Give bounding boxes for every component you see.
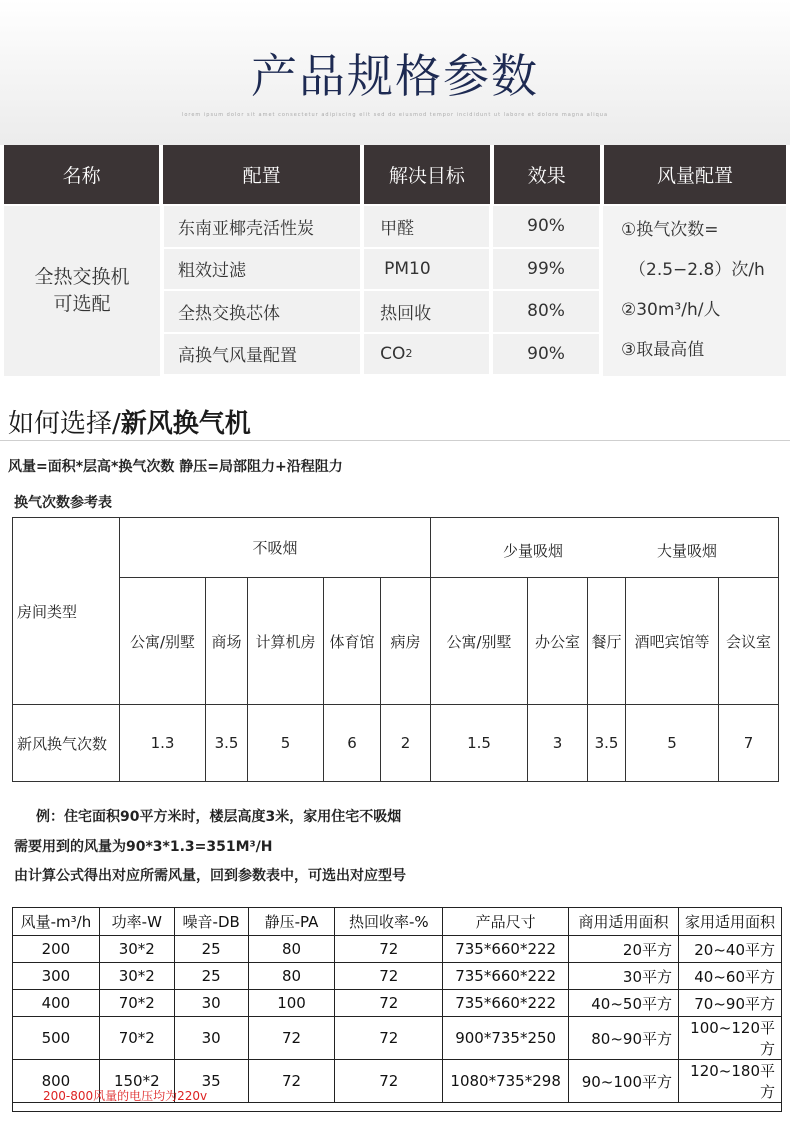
spec-header-row [4, 145, 786, 204]
cell: 30*2 [99, 963, 174, 990]
model-header: 产品尺寸 [443, 908, 569, 936]
room-name: 公寓/别墅 [120, 578, 206, 705]
spec-target-subscript: 2 [405, 347, 413, 361]
cell: 72 [335, 1060, 443, 1103]
spec-config: 全热交换芯体 [164, 291, 360, 332]
room-name: 办公室 [528, 578, 588, 705]
cell: 70*2 [99, 1017, 174, 1060]
cell: 30 [174, 1017, 248, 1060]
rate-value: 5 [248, 705, 324, 782]
rate-value: 1.3 [120, 705, 206, 782]
cell: 735*660*222 [443, 990, 569, 1017]
spec-header-airflow: 风量配置 [604, 145, 786, 204]
model-table [12, 907, 782, 1103]
airflow-line: ①换气次数= [621, 220, 719, 240]
spec-row [164, 291, 599, 332]
spec-config: 高换气风量配置 [164, 334, 360, 375]
example-line: 需要用到的风量为90*3*1.3=351M³/H [14, 839, 273, 855]
cell: 35 [174, 1060, 248, 1103]
cell: 1080*735*298 [443, 1060, 569, 1103]
howto-heading [8, 403, 251, 440]
spec-config: 粗效过滤 [164, 249, 360, 290]
spec-body [4, 206, 786, 376]
model-header: 功率-W [99, 908, 174, 936]
spec-target: 热回收 [364, 291, 489, 332]
spec-target-co2 [364, 334, 489, 375]
room-name: 酒吧宾馆等 [626, 578, 719, 705]
cell: 40~60平方 [679, 963, 782, 990]
room-name: 餐厅 [588, 578, 626, 705]
cell: 70*2 [99, 990, 174, 1017]
table-row [13, 990, 782, 1017]
table-row [13, 936, 782, 963]
group-heavy-smoke: 大量吸烟 [657, 542, 718, 560]
model-table-header [13, 908, 782, 936]
model-header: 热回收率-% [335, 908, 443, 936]
model-header: 静压-PA [248, 908, 335, 936]
example-line: 由计算公式得出对应所需风量，回到参数表中，可选出对应型号 [14, 868, 406, 884]
spec-target: 甲醛 [364, 206, 489, 247]
cell: 25 [174, 936, 248, 963]
cell: 72 [335, 963, 443, 990]
spec-header-config: 配置 [163, 145, 360, 204]
spec-effect: 90% [493, 206, 599, 247]
spec-rows [164, 206, 599, 376]
room-name: 会议室 [719, 578, 779, 705]
spec-effect: 90% [493, 334, 599, 375]
group-no-smoke: 不吸烟 [120, 518, 431, 578]
room-name: 商场 [206, 578, 248, 705]
howto-title-bold: 新风换气机 [120, 409, 251, 439]
cell: 300 [13, 963, 100, 990]
cell: 90~100平方 [569, 1060, 679, 1103]
rate-value: 3 [528, 705, 588, 782]
cell: 735*660*222 [443, 936, 569, 963]
rate-value: 7 [719, 705, 779, 782]
spec-product-name-line2: 可选配 [53, 293, 111, 315]
cell: 800 [13, 1060, 100, 1103]
rate-value: 5 [626, 705, 719, 782]
cell: 30平方 [569, 963, 679, 990]
rate-label: 新风换气次数 [13, 705, 120, 782]
cell: 70~90平方 [679, 990, 782, 1017]
airflow-line: （2.5−2.8）次/h [629, 260, 765, 280]
cell: 400 [13, 990, 100, 1017]
cell: 25 [174, 963, 248, 990]
cell: 72 [335, 936, 443, 963]
cell: 735*660*222 [443, 963, 569, 990]
rate-value: 3.5 [206, 705, 248, 782]
spec-effect: 80% [493, 291, 599, 332]
cell: 40~50平方 [569, 990, 679, 1017]
room-name: 计算机房 [248, 578, 324, 705]
room-name: 公寓/别墅 [431, 578, 528, 705]
cell: 900*735*250 [443, 1017, 569, 1060]
spec-header-effect: 效果 [494, 145, 600, 204]
cell: 72 [248, 1017, 335, 1060]
voltage-note: 200-800风量的电压均为220v [43, 1089, 208, 1103]
cell: 200 [13, 936, 100, 963]
spec-config: 东南亚椰壳活性炭 [164, 206, 360, 247]
cell: 80~90平方 [569, 1017, 679, 1060]
model-header: 家用适用面积 [679, 908, 782, 936]
cell: 120~180平方 [679, 1060, 782, 1103]
spec-product-name-line1: 全热交换机 [34, 266, 130, 288]
page-title: 产品规格参数 [251, 49, 539, 103]
table-row [13, 1017, 782, 1060]
cell: 100 [248, 990, 335, 1017]
airflow-line: ③取最高值 [621, 340, 705, 360]
cell: 80 [248, 963, 335, 990]
room-type-label: 房间类型 [13, 518, 120, 705]
spec-row [164, 249, 599, 290]
ref-table-title: 换气次数参考表 [14, 495, 112, 511]
spec-effect: 99% [493, 249, 599, 290]
model-header: 商用适用面积 [569, 908, 679, 936]
banner [0, 0, 790, 145]
cell: 20平方 [569, 936, 679, 963]
spec-target-text: CO [380, 343, 406, 364]
model-header: 噪音-DB [174, 908, 248, 936]
cell: 150*2 [99, 1060, 174, 1103]
cell: 80 [248, 936, 335, 963]
air-change-table [12, 517, 779, 782]
howto-title-normal: 如何选择/ [8, 409, 121, 439]
spec-target: PM10 [364, 249, 489, 290]
cell: 72 [248, 1060, 335, 1103]
spec-row [164, 206, 599, 247]
example-line: 例：住宅面积90平方米时，楼层高度3米，家用住宅不吸烟 [36, 809, 402, 825]
spec-table [4, 145, 786, 376]
table-row [13, 963, 782, 990]
group-smoking [431, 518, 779, 578]
divider [0, 440, 790, 441]
spec-header-name: 名称 [4, 145, 159, 204]
rate-value: 3.5 [588, 705, 626, 782]
cell: 72 [335, 1017, 443, 1060]
banner-subtitle: lorem ipsum dolor sit amet consectetur adipiscing elit sed do eiusmod tempor incididunt ut labore et dolore magna aliqua [181, 112, 609, 118]
room-name: 体育馆 [324, 578, 381, 705]
rate-value: 2 [381, 705, 431, 782]
cell: 30 [174, 990, 248, 1017]
formula-text: 风量=面积*层高*换气次数 静压=局部阻力+沿程阻力 [8, 459, 343, 475]
cell: 30*2 [99, 936, 174, 963]
spec-product-name [4, 206, 160, 376]
spec-header-target: 解决目标 [364, 145, 489, 204]
cell: 100~120平方 [679, 1017, 782, 1060]
spec-row [164, 334, 599, 375]
cell: 500 [13, 1017, 100, 1060]
rate-value: 6 [324, 705, 381, 782]
voltage-note-box [12, 1080, 782, 1112]
cell: 72 [335, 990, 443, 1017]
airflow-line: ②30m³/h/人 [621, 300, 721, 320]
rate-value: 1.5 [431, 705, 528, 782]
cell: 20~40平方 [679, 936, 782, 963]
group-little-smoke: 少量吸烟 [503, 542, 564, 560]
room-name: 病房 [381, 578, 431, 705]
model-header: 风量-m³/h [13, 908, 100, 936]
spec-airflow-cell [603, 206, 786, 376]
